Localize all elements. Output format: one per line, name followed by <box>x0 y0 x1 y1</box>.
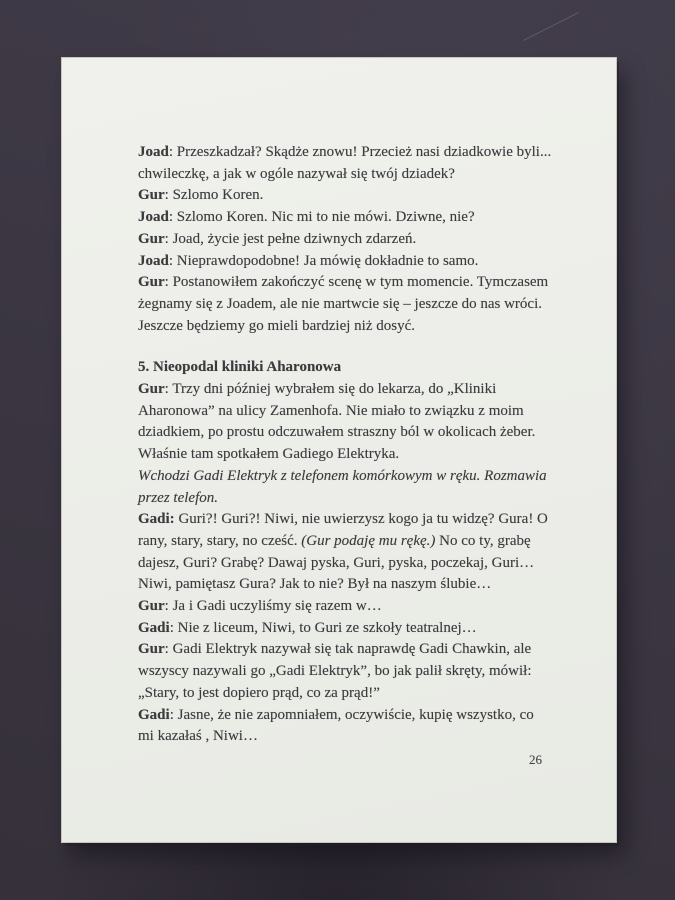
speaker-name: Gadi <box>138 619 170 636</box>
speaker-name: Joad <box>138 144 169 160</box>
line-text: : Joad, życie jest pełne dziwnych zdarzeń. <box>164 230 417 247</box>
script-line <box>138 618 552 640</box>
script-text-block <box>138 142 552 748</box>
document-page <box>62 58 616 842</box>
page-number: 26 <box>529 752 542 767</box>
line-text: : Szlomo Koren. <box>164 187 264 204</box>
script-line <box>138 379 552 466</box>
script-line <box>138 142 552 185</box>
speaker-name: Joad <box>138 209 169 226</box>
speaker-name: Gadi <box>138 706 170 723</box>
line-text: Guri?! Guri?! Niwi, nie uwierzysz kogo ja tu widzę? Gura! O rany, stary, stary, no cześć. <box>138 511 548 549</box>
script-line <box>138 207 552 229</box>
script-line <box>138 229 552 251</box>
line-text: 5. Nieopodal kliniki Aharonowa <box>138 359 342 376</box>
backdrop-scratch <box>523 12 579 41</box>
speaker-name: Gur <box>138 187 165 204</box>
script-line <box>138 185 552 207</box>
speaker-name: Gur <box>138 230 165 247</box>
line-text: (Gur podaję mu rękę.) <box>301 532 436 549</box>
script-line <box>138 251 552 273</box>
speaker-name: Gur <box>138 641 165 658</box>
script-line <box>138 639 552 704</box>
line-text: : Szlomo Koren. Nic mi to nie mówi. Dziwne, nie? <box>168 209 475 226</box>
line-text: : Jasne, że nie zapomniałem, oczywiście, kupię wszystko, co mi kazałaś , Niwi… <box>138 706 534 745</box>
script-line <box>138 705 552 748</box>
speaker-name: Joad <box>138 252 169 269</box>
line-text: : Ja i Gadi uczyliśmy się razem w… <box>164 598 382 615</box>
line-text: : Przeszkadzał? Skądże znowu! Przecież nasi dziadkowie byli... chwileczkę, a jak w ogóle nazywał się twój dziadek? <box>138 144 552 182</box>
scene-heading <box>138 357 552 379</box>
speaker-name: Gur <box>138 381 165 398</box>
line-text: Wchodzi Gadi Elektryk z telefonem komórkowym w ręku. Rozmawia przez telefon. <box>138 467 547 506</box>
stage-direction <box>138 466 552 509</box>
line-text: : Trzy dni później wybrałem się do lekarza, do „Kliniki Aharonowa” na ulicy Zamenhofa. Nie miało to związku z moim dziadkiem, po prostu odczuwałem straszny ból w okolicach żeber. Właśnie tam spotkałem Gadiego Elektryka. <box>138 381 536 463</box>
script-line <box>138 509 552 596</box>
speaker-name: Gur <box>138 274 165 291</box>
line-text: No co ty, grabę dajesz, Guri? Grabę? Dawaj pyska, Guri, pyska, poczekaj, Guri… Niwi, pamiętasz Gura? Jak to nie? Był na naszym ślubie… <box>138 532 535 593</box>
speaker-name: Gadi: <box>138 511 175 528</box>
line-text: : Nie z liceum, Niwi, to Guri ze szkoły teatralnej… <box>169 619 477 636</box>
line-text: : Nieprawdopodobne! Ja mówię dokładnie to samo. <box>168 252 479 269</box>
script-line <box>138 272 552 337</box>
script-line <box>138 596 552 618</box>
speaker-name: Gur <box>138 598 165 615</box>
line-text: : Gadi Elektryk nazywał się tak naprawdę Gadi Chawkin, ale wszyscy nazywali go „Gadi Elektryk”, bo jak palił skręty, mówił: „Stary, to jest dopiero prąd, co za prąd!” <box>138 641 532 701</box>
line-text: : Postanowiłem zakończyć scenę w tym momencie. Tymczasem żegnamy się z Joadem, ale nie martwcie się – jeszcze do nas wróci. Jeszcze będziemy go mieli bardziej niż dosyć. <box>138 274 549 334</box>
